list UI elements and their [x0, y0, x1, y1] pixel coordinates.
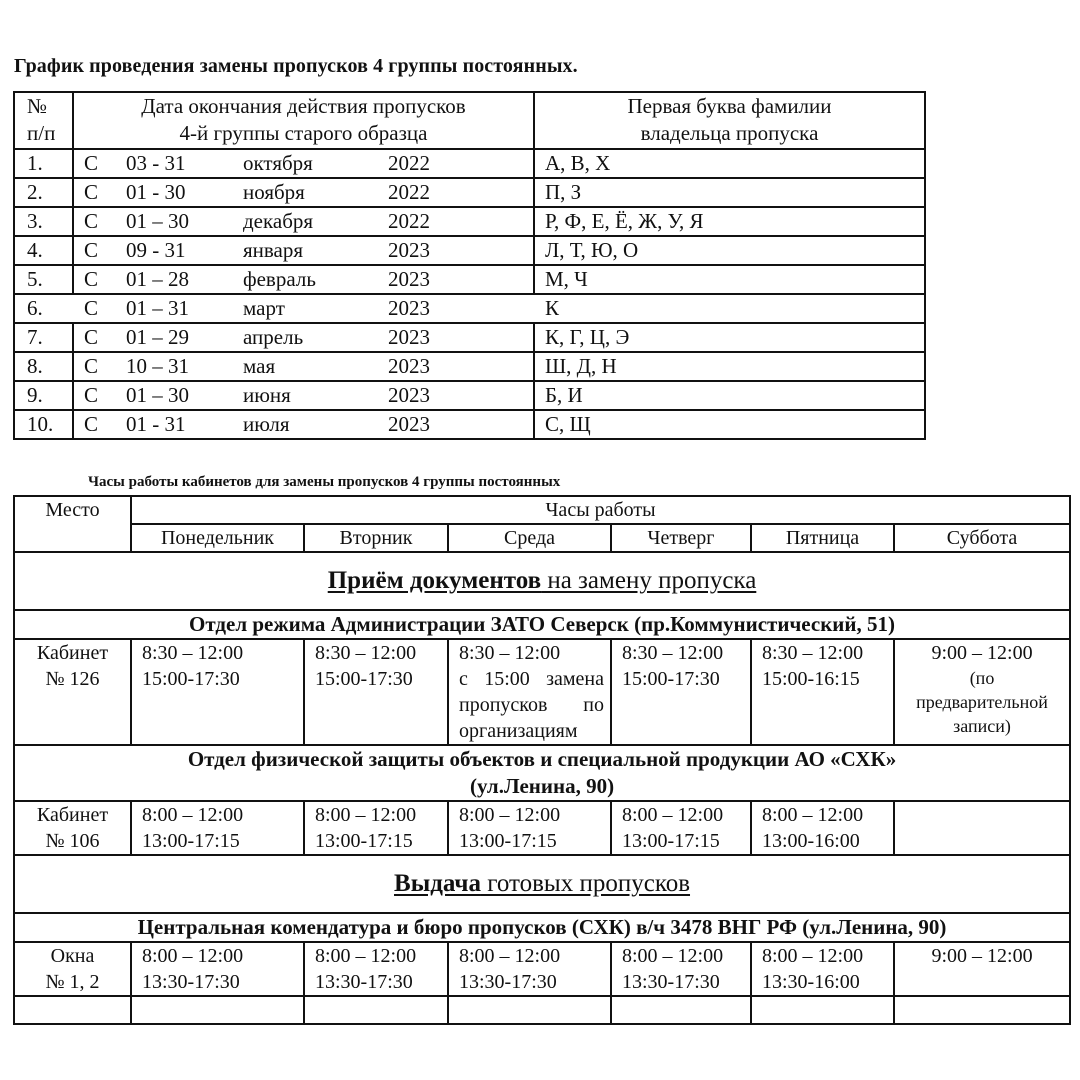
row-date [73, 294, 534, 323]
row-num: 5. [14, 265, 73, 294]
hours-line: 13:00-17:15 [142, 830, 240, 852]
date-prefix: С [84, 296, 99, 320]
date-year: 2023 [388, 383, 430, 407]
date-month: октября [243, 151, 313, 175]
hours-line: 8:00 – 12:00 [622, 804, 724, 826]
hours-line: 8:00 – 12:00 [142, 945, 244, 967]
row-letters: С, Щ [534, 410, 925, 439]
day-wednesday: Среда [448, 524, 611, 552]
hours-line: 15:00-16:15 [762, 668, 860, 690]
row-num: 9. [14, 381, 73, 410]
header-date [73, 92, 534, 149]
date-range: 01 – 30 [126, 209, 189, 233]
header-date-line1: Дата окончания действия пропусков [141, 94, 466, 118]
hours-line: 8:00 – 12:00 [762, 804, 864, 826]
table-row [14, 294, 925, 323]
date-prefix: С [84, 412, 99, 436]
hours-line: 15:00-17:30 [622, 668, 720, 690]
hours-line: 8:00 – 12:00 [142, 804, 244, 826]
row-num: 1. [14, 149, 73, 178]
date-range: 10 – 31 [126, 354, 189, 378]
table-row [14, 207, 925, 236]
hours-line: 15:00-17:30 [315, 668, 413, 690]
date-month: февраль [243, 267, 316, 291]
hours-line: 9:00 – 12:00 [931, 642, 1033, 664]
day-monday: Понедельник [131, 524, 304, 552]
hours-note: записи) [953, 716, 1011, 736]
org-heading [14, 610, 1070, 639]
date-prefix: С [84, 325, 99, 349]
section-pass-issuance [14, 855, 1070, 913]
day-saturday: Суббота [894, 524, 1070, 552]
hours-line: 8:30 – 12:00 [459, 642, 561, 664]
row-num: 6. [14, 294, 73, 323]
hours-line: 9:00 – 12:00 [931, 945, 1033, 967]
org-heading [14, 913, 1070, 942]
hours-thursday [611, 801, 751, 855]
row-date [73, 410, 534, 439]
hours-line: 8:30 – 12:00 [622, 642, 724, 664]
date-range: 01 – 28 [126, 267, 189, 291]
org-name: Центральная комендатура и бюро пропусков (СХК) в/ч 3478 ВНГ РФ (ул.Ленина, 90) [14, 913, 1070, 942]
hours-line: 8:00 – 12:00 [459, 804, 561, 826]
empty-cell [751, 996, 894, 1024]
header-letters-line1: Первая буква фамилии [627, 94, 832, 118]
hours-tuesday [304, 942, 448, 996]
header-date-line2: 4-й группы старого образца [179, 121, 428, 145]
table-row [14, 323, 925, 352]
section-heading-text [394, 870, 690, 897]
date-year: 2023 [388, 412, 430, 436]
hours-tuesday [304, 639, 448, 745]
section-heading-rest: на замену пропуска [541, 567, 757, 594]
place-line2: № 1, 2 [45, 971, 100, 993]
date-month: декабря [243, 209, 314, 233]
hours-wednesday [448, 801, 611, 855]
hours-line: 15:00-17:30 [142, 668, 240, 690]
place-header: Место [14, 496, 131, 552]
office-place [14, 639, 131, 745]
office-row [14, 801, 1070, 855]
empty-cell [14, 996, 131, 1024]
row-date [73, 381, 534, 410]
section-heading-bold: Выдача [394, 870, 481, 897]
header-num [14, 92, 73, 149]
place-line1: Кабинет [36, 804, 109, 826]
row-num: 4. [14, 236, 73, 265]
hours-line: 13:00-17:15 [315, 830, 413, 852]
date-range: 01 – 29 [126, 325, 189, 349]
hours-line: 13:30-17:30 [622, 971, 720, 993]
section-heading-text [328, 567, 757, 594]
hours-line: 8:00 – 12:00 [762, 945, 864, 967]
hours-note: предварительной [916, 692, 1048, 712]
section-heading-bold: Приём документов [327, 567, 542, 594]
row-date [73, 265, 534, 294]
hours-title: Часы работы кабинетов для замены пропусков 4 группы постоянных [88, 474, 561, 490]
table-row [14, 236, 925, 265]
empty-cell [304, 996, 448, 1024]
place-line1: Кабинет [36, 642, 109, 664]
date-year: 2023 [388, 238, 430, 262]
date-month: мая [243, 354, 276, 378]
header-num-line2: п/п [27, 121, 56, 145]
header-num-line1: № [27, 94, 48, 118]
date-prefix: С [84, 151, 99, 175]
hours-saturday [894, 801, 1070, 855]
hours-friday [751, 801, 894, 855]
date-year: 2022 [388, 180, 430, 204]
section-documents-intake [14, 552, 1070, 610]
date-prefix: С [84, 209, 99, 233]
hours-monday [131, 801, 304, 855]
table-row [14, 381, 925, 410]
header-letters-line2: владельца пропуска [640, 121, 819, 145]
office-row [14, 942, 1070, 996]
date-prefix: С [84, 383, 99, 407]
hours-line: 8:00 – 12:00 [459, 945, 561, 967]
org-name: Отдел режима Администрации ЗАТО Северск (пр.Коммунистический, 51) [14, 610, 1070, 639]
empty-cell [448, 996, 611, 1024]
section-heading [14, 855, 1070, 913]
table-row [14, 149, 925, 178]
header-letters [534, 92, 925, 149]
row-letters: Ш, Д, Н [534, 352, 925, 381]
hours-line: 13:00-17:15 [622, 830, 720, 852]
office-row [14, 639, 1070, 745]
date-year: 2023 [388, 354, 430, 378]
row-num: 10. [14, 410, 73, 439]
date-month: апрель [243, 325, 304, 349]
section-heading-rest: готовых пропусков [480, 870, 691, 897]
row-letters: К [534, 294, 925, 323]
days-row [14, 524, 1070, 552]
row-letters: М, Ч [534, 265, 925, 294]
replacement-schedule-table [13, 91, 926, 440]
date-prefix: С [84, 180, 99, 204]
row-num: 8. [14, 352, 73, 381]
hours-line: 13:30-16:00 [762, 971, 860, 993]
header-row-1 [14, 496, 1070, 524]
hours-line: 13:00-16:00 [762, 830, 860, 852]
hours-thursday [611, 639, 751, 745]
date-year: 2023 [388, 325, 430, 349]
hours-line: 13:30-17:30 [315, 971, 413, 993]
date-year: 2022 [388, 151, 430, 175]
row-date [73, 149, 534, 178]
hours-line: 8:00 – 12:00 [622, 945, 724, 967]
row-letters: Л, Т, Ю, О [534, 236, 925, 265]
hours-line: 8:30 – 12:00 [315, 642, 417, 664]
hours-tuesday [304, 801, 448, 855]
row-letters: К, Г, Ц, Э [534, 323, 925, 352]
date-range: 09 - 31 [126, 238, 186, 262]
org-name-line1: Отдел физической защиты объектов и специальной продукции АО «СХК» [187, 747, 897, 771]
row-letters: А, В, Х [534, 149, 925, 178]
day-thursday: Четверг [611, 524, 751, 552]
office-place [14, 942, 131, 996]
empty-cell [611, 996, 751, 1024]
place-line1: Окна [50, 945, 95, 967]
hours-line: 13:30-17:30 [142, 971, 240, 993]
hours-note: с 15:00 замена пропусков по организациям [459, 668, 604, 742]
date-prefix: С [84, 267, 99, 291]
row-date [73, 236, 534, 265]
date-range: 01 - 30 [126, 180, 186, 204]
hours-monday [131, 942, 304, 996]
hours-friday [751, 639, 894, 745]
date-month: июля [243, 412, 290, 436]
hours-saturday [894, 639, 1070, 745]
date-month: март [243, 296, 285, 320]
hours-line: 13:30-17:30 [459, 971, 557, 993]
hours-line: 8:30 – 12:00 [762, 642, 864, 664]
day-friday: Пятница [751, 524, 894, 552]
empty-cell [131, 996, 304, 1024]
office-place [14, 801, 131, 855]
date-range: 03 - 31 [126, 151, 186, 175]
day-tuesday: Вторник [304, 524, 448, 552]
section-heading [14, 552, 1070, 610]
date-prefix: С [84, 238, 99, 262]
hours-line: 8:30 – 12:00 [142, 642, 244, 664]
date-month: января [243, 238, 304, 262]
date-range: 01 - 31 [126, 412, 186, 436]
hours-note: (по [969, 668, 995, 688]
place-line2: № 126 [45, 668, 100, 690]
date-prefix: С [84, 354, 99, 378]
hours-line: 8:00 – 12:00 [315, 804, 417, 826]
row-date [73, 207, 534, 236]
hours-line: 13:00-17:15 [459, 830, 557, 852]
empty-row [14, 996, 1070, 1024]
hours-line: 8:00 – 12:00 [315, 945, 417, 967]
row-letters: Р, Ф, Е, Ё, Ж, У, Я [534, 207, 925, 236]
row-num: 7. [14, 323, 73, 352]
row-date [73, 178, 534, 207]
hours-wednesday [448, 942, 611, 996]
row-num: 3. [14, 207, 73, 236]
table-row [14, 352, 925, 381]
place-line2: № 106 [45, 830, 100, 852]
table-row [14, 410, 925, 439]
schedule-title: График проведения замены пропусков 4 группы постоянных. [14, 55, 578, 77]
hours-saturday [894, 942, 1070, 996]
table-header-row [14, 92, 925, 149]
row-date [73, 323, 534, 352]
row-letters: П, З [534, 178, 925, 207]
hours-friday [751, 942, 894, 996]
org-name-line2: (ул.Ленина, 90) [469, 774, 615, 798]
org-name [14, 745, 1070, 801]
hours-monday [131, 639, 304, 745]
empty-cell [894, 996, 1070, 1024]
date-month: ноября [243, 180, 305, 204]
row-date [73, 352, 534, 381]
row-letters: Б, И [534, 381, 925, 410]
table-row [14, 178, 925, 207]
org-heading [14, 745, 1070, 801]
date-year: 2023 [388, 267, 430, 291]
office-hours-table [13, 495, 1071, 1025]
hours-wednesday [448, 639, 611, 745]
date-range: 01 – 31 [126, 296, 189, 320]
date-range: 01 – 30 [126, 383, 189, 407]
hours-header: Часы работы [131, 496, 1070, 524]
date-month: июня [243, 383, 291, 407]
row-num: 2. [14, 178, 73, 207]
table-row [14, 265, 925, 294]
date-year: 2023 [388, 296, 430, 320]
hours-thursday [611, 942, 751, 996]
date-year: 2022 [388, 209, 430, 233]
